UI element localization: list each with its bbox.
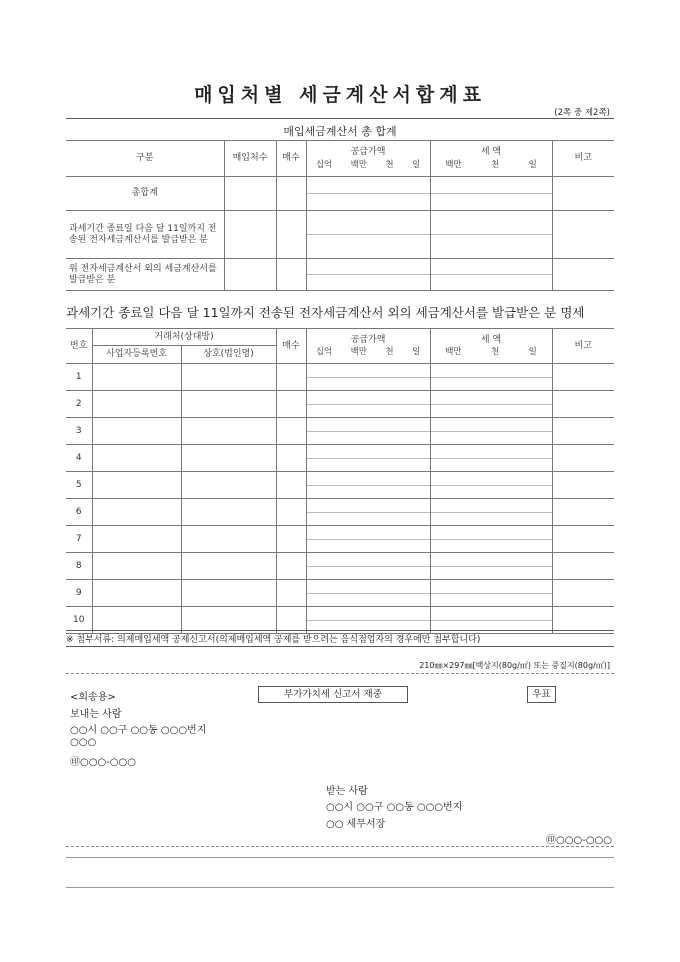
tax-amount-cell[interactable] [430,177,552,211]
company-name-cell[interactable] [181,472,276,499]
tax-amount-cell[interactable] [430,580,552,607]
row-number: 3 [66,418,92,445]
biz-reg-no-cell[interactable] [92,499,181,526]
supply-amount-cell[interactable] [306,259,430,291]
unit-label: 백만 [445,159,462,170]
divider [66,646,614,647]
supply-amount-cell[interactable] [306,177,430,211]
company-name-cell[interactable] [181,391,276,418]
divider [66,630,614,631]
summary-row [66,259,614,291]
biz-reg-no-cell[interactable] [92,391,181,418]
unit-label: 백만 [350,159,367,170]
sheet-count-cell[interactable] [276,499,306,526]
unit-label: 일 [528,347,537,358]
sheet-count-cell[interactable] [276,472,306,499]
sheet-count-cell[interactable] [276,211,306,259]
number-header: 번호 [66,329,92,364]
supply-amount-cell[interactable] [306,364,430,391]
sheet-count-cell[interactable] [276,177,306,211]
supply-amount-label: 공급가액 [350,334,386,345]
tax-amount-header [430,141,552,177]
remarks-cell[interactable] [552,259,614,291]
company-name-cell[interactable] [181,526,276,553]
remarks-cell[interactable] [552,418,614,445]
tax-amount-cell[interactable] [430,418,552,445]
row-number: 4 [66,445,92,472]
tax-amount-cell[interactable] [430,499,552,526]
unit-label: 일 [412,159,421,170]
table-row [66,499,614,526]
remarks-cell[interactable] [552,580,614,607]
biz-reg-no-cell[interactable] [92,418,181,445]
supply-amount-cell[interactable] [306,526,430,553]
row-label: 총합계 [66,177,224,211]
unit-label: 일 [412,347,421,358]
sheet-count-cell[interactable] [276,580,306,607]
tax-units [431,160,552,170]
supply-amount-header [306,329,430,364]
supply-units [307,160,430,170]
sheet-count-cell[interactable] [276,526,306,553]
row-number: 1 [66,364,92,391]
supply-amount-header [306,141,430,177]
tax-amount-cell[interactable] [430,211,552,259]
biz-reg-no-cell[interactable] [92,364,181,391]
tax-amount-label: 세 액 [480,334,502,345]
tax-amount-cell[interactable] [430,259,552,291]
category-header: 구분 [66,141,224,177]
biz-reg-no-header: 사업자등록번호 [92,346,181,364]
unit-label: 십억 [315,347,333,358]
biz-reg-no-cell[interactable] [92,445,181,472]
receiver-name: ○○ 세무서장 [326,819,386,830]
tax-amount-cell[interactable] [430,445,552,472]
tax-amount-cell[interactable] [430,364,552,391]
row-number: 5 [66,472,92,499]
row-number: 6 [66,499,92,526]
biz-reg-no-cell[interactable] [92,553,181,580]
sender-name: ○○○ [70,737,97,748]
summary-row [66,177,614,211]
company-name-cell[interactable] [181,418,276,445]
company-name-cell[interactable] [181,580,276,607]
detail-body [66,364,614,634]
biz-reg-no-cell[interactable] [92,526,181,553]
form-enclosed-box: 부가가치세 신고서 재중 [258,686,408,703]
remarks-cell[interactable] [552,526,614,553]
sheet-count-cell[interactable] [276,418,306,445]
unit-label: 천 [491,159,500,170]
paper-size-note: 210㎜×297㎜[백상지(80g/㎡) 또는 중질지(80g/㎡)] [419,661,610,670]
supply-amount-cell[interactable] [306,391,430,418]
divider [66,857,614,858]
partner-header: 거래처(상대방) [92,329,276,346]
tax-amount-cell[interactable] [430,391,552,418]
unit-label: 백만 [350,347,367,358]
remarks-cell[interactable] [552,445,614,472]
company-name-header: 상호(법인명) [181,346,276,364]
supply-amount-cell[interactable] [306,553,430,580]
supplier-count-header: 매입처수 [224,141,276,177]
sheet-count-cell[interactable] [276,259,306,291]
remarks-cell[interactable] [552,211,614,259]
divider [66,887,614,888]
supplier-count-cell[interactable] [224,211,276,259]
company-name-cell[interactable] [181,499,276,526]
stamp-box: 우표 [527,686,556,703]
remarks-header: 비고 [552,329,614,364]
attachment-note: ※ 첨부서류: 의제매입세액 공제신고서(의제매입세액 공제를 받으려는 음식점업자의 경우에만 첨부합니다) [66,635,481,645]
return-label: <회송용> [70,692,116,703]
summary-header-row [66,141,614,177]
supply-amount-cell[interactable] [306,211,430,259]
detail-section-title: 과세기간 종료일 다음 달 11일까지 전송된 전자세금계산서 외의 세금계산서를 발급받은 분 명세 [66,305,585,320]
form-title: 매입처별 세금계산서합계표 [194,84,486,106]
tax-amount-cell[interactable] [430,553,552,580]
tax-amount-label: 세 액 [480,147,502,157]
tax-amount-cell[interactable] [430,526,552,553]
sender-address: ○○시 ○○구 ○○동 ○○○번지 [70,725,207,736]
sheet-count-header: 매수 [276,141,306,177]
sheet-count-cell[interactable] [276,364,306,391]
remarks-cell[interactable] [552,177,614,211]
supply-amount-cell[interactable] [306,499,430,526]
supply-amount-label: 공급가액 [350,147,386,157]
row-number: 7 [66,526,92,553]
biz-reg-no-cell[interactable] [92,580,181,607]
summary-row [66,211,614,259]
receiver-label: 받는 사람 [326,786,368,797]
tax-amount-header [430,329,552,364]
tax-amount-cell[interactable] [430,472,552,499]
remarks-cell[interactable] [552,553,614,580]
divider [66,118,614,119]
supply-amount-cell[interactable] [306,580,430,607]
sheet-count-cell[interactable] [276,445,306,472]
detail-table [66,328,614,634]
company-name-cell[interactable] [181,553,276,580]
supply-amount-cell[interactable] [306,445,430,472]
supplier-count-cell[interactable] [224,259,276,291]
row-number: 9 [66,580,92,607]
receiver-address: ○○시 ○○구 ○○동 ○○○번지 [326,802,463,813]
company-name-cell[interactable] [181,445,276,472]
row-number: 8 [66,553,92,580]
remarks-cell[interactable] [552,499,614,526]
table-row [66,526,614,553]
unit-label: 천 [385,159,394,170]
supply-amount-cell[interactable] [306,472,430,499]
sender-label: 보내는 사람 [70,709,122,720]
row-label: 위 전자세금계산서 외의 세금계산서를 발급받은 분 [66,259,224,291]
remarks-cell[interactable] [552,472,614,499]
supply-units [307,347,430,357]
summary-table [66,140,614,291]
row-number: 10 [66,607,92,634]
table-row [66,580,614,607]
remarks-cell[interactable] [552,364,614,391]
biz-reg-no-cell[interactable] [92,472,181,499]
unit-label: 천 [491,347,500,358]
row-number: 2 [66,391,92,418]
page-label: (2쪽 중 제2쪽) [554,108,610,118]
sender-postal-code: ㊞○○○-○○○ [70,757,136,768]
detail-header-row [66,329,614,346]
table-row [66,553,614,580]
unit-label: 십억 [315,159,333,170]
table-row [66,472,614,499]
remarks-cell[interactable] [552,391,614,418]
sheet-count-cell[interactable] [276,553,306,580]
supplier-count-cell[interactable] [224,177,276,211]
sheet-count-cell[interactable] [276,391,306,418]
table-row [66,418,614,445]
supply-amount-cell[interactable] [306,418,430,445]
sheet-count-header: 매수 [276,329,306,364]
table-row [66,445,614,472]
cut-line [66,846,614,847]
row-label: 과세기간 종료일 다음 달 11일까지 전송된 전자세금계산서를 발급받은 분 [66,211,224,259]
receiver-postal-code: ㊞○○○-○○○ [546,835,612,846]
unit-label: 천 [385,347,394,358]
company-name-cell[interactable] [181,364,276,391]
summary-section-title: 매입세금계산서 총 합계 [283,125,397,138]
unit-label: 백만 [445,347,462,358]
tax-units [431,347,552,357]
table-row [66,391,614,418]
cut-line [66,673,614,674]
unit-label: 일 [528,159,537,170]
table-row [66,364,614,391]
remarks-header: 비고 [552,141,614,177]
